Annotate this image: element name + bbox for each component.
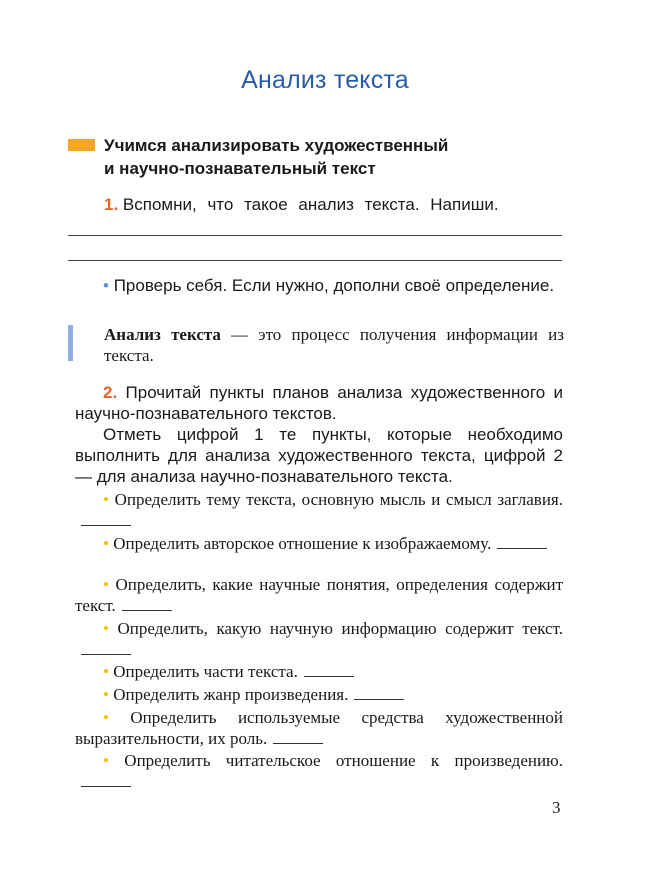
yellow-bullet-icon: • (103, 685, 109, 704)
task-1-number: 1. (104, 195, 119, 214)
list-item-text: Определить, какие научные понятия, определения содержит текст. (75, 575, 563, 615)
task-2-number: 2. (103, 383, 118, 402)
list-item (75, 661, 563, 682)
answer-blank[interactable] (273, 731, 323, 744)
list-item (75, 684, 563, 705)
answer-blank[interactable] (122, 598, 172, 611)
yellow-bullet-icon: • (103, 619, 109, 638)
section-marker (68, 139, 95, 151)
yellow-bullet-icon: • (103, 662, 109, 681)
yellow-bullet-icon: • (103, 708, 109, 727)
task-1 (104, 194, 499, 216)
blue-bullet-icon: • (103, 276, 109, 295)
task-2-instruction: Отметь цифрой 1 те пункты, которые необходимо выполнить для анализа художественного текста, цифрой 2 — для анализа научно-познавательного текста. (75, 425, 563, 486)
answer-blank[interactable] (354, 687, 404, 700)
definition-side-bar (68, 325, 73, 361)
list-item-text: Определить читательское отношение к произведению. (124, 751, 564, 770)
section-title-line-2: и научно-познавательный текст (104, 159, 376, 178)
definition-text: — это процесс получения информации из текста. (104, 325, 564, 365)
list-item-text: Определить жанр произведения. (113, 685, 349, 704)
task-1-text: Вспомни, что такое анализ текста. Напиши. (122, 195, 499, 214)
definition (104, 324, 564, 366)
answer-blank[interactable] (497, 536, 547, 549)
list-item-text: Определить используемые средства художественной выразительности, их роль. (75, 708, 564, 748)
list-item-text: Определить тему текста, основную мысль и смысл заглавия. (114, 490, 563, 509)
yellow-bullet-icon: • (103, 490, 109, 509)
list-item-text: Определить авторское отношение к изображаемому. (113, 534, 492, 553)
page-title: Анализ текста (241, 66, 409, 94)
answer-line-1[interactable] (68, 235, 562, 236)
answer-blank[interactable] (81, 513, 131, 526)
check-text: Проверь себя. Если нужно, дополни своё определение. (113, 276, 555, 295)
answer-blank[interactable] (304, 664, 354, 677)
answer-blank[interactable] (81, 642, 131, 655)
list-item (75, 489, 563, 531)
section-title (104, 134, 448, 180)
list-item-text: Определить, какую научную информацию содержит текст. (117, 619, 563, 638)
list-item (75, 533, 563, 554)
answer-blank[interactable] (81, 774, 131, 787)
page-number: 3 (552, 798, 561, 817)
answer-line-2[interactable] (68, 260, 562, 261)
definition-term: Анализ текста (104, 325, 221, 344)
list-item-text: Определить части текста. (113, 662, 298, 681)
task-2 (75, 382, 563, 424)
check-paragraph (75, 275, 563, 296)
list-item (75, 618, 563, 660)
yellow-bullet-icon: • (103, 534, 109, 553)
task-2-text: Прочитай пункты планов анализа художественного и научно-познавательного текстов. (75, 383, 563, 423)
yellow-bullet-icon: • (103, 751, 109, 770)
list-item (75, 750, 563, 792)
yellow-bullet-icon: • (103, 575, 109, 594)
list-item (75, 574, 563, 616)
section-title-line-1: Учимся анализировать художественный (104, 136, 449, 155)
list-item (75, 707, 563, 749)
